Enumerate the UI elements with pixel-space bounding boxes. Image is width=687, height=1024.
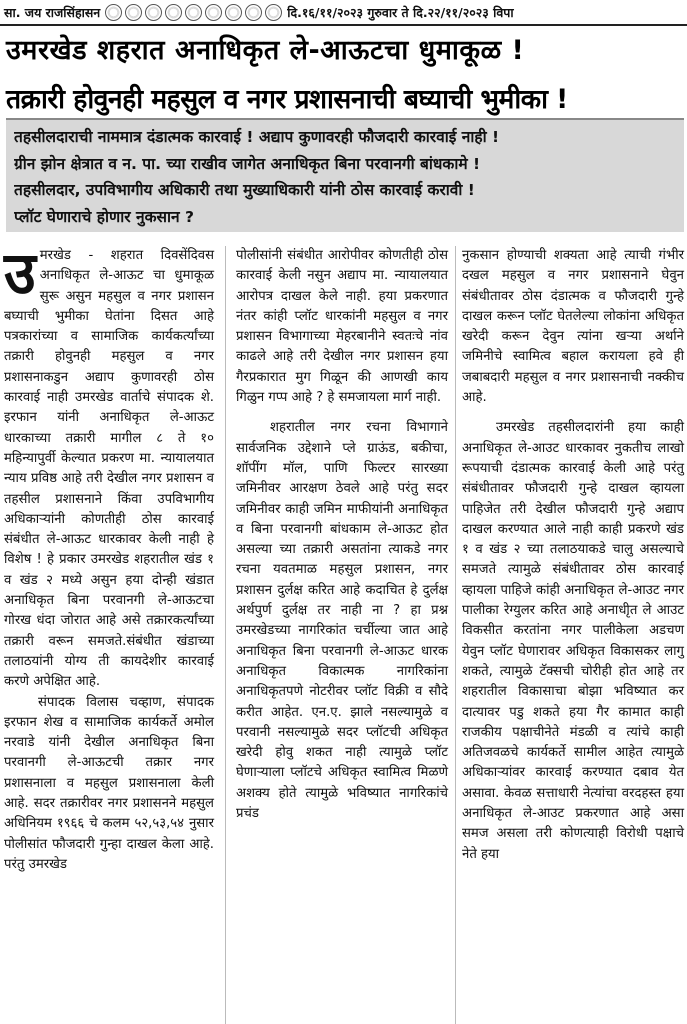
seal-icon [265, 4, 282, 21]
seal-icon [105, 4, 122, 21]
article-paragraph: शहरातील नगर रचना विभागाने सार्वजनिक उद्देशाने प्ले ग्राऊंड, बकीचा, शॉपींग मॉल, पाणि फिल्टर सारख्या जमिनीवर आरक्षण ठेवले आहे परंतु सदर जमिनीवर काही जमिन माफीयांनी अनाधिकृत व बिना परवानगी बांधकाम ले-आऊट होत असल्या च्या तक्रारी असतांना त्याकडे नगर रचना यवतमाळ महसुल प्रशासन, नगर प्रशासन दुर्लक्ष करित आहे कदाचित हे दुर्लक्ष अर्थपुर्ण दुर्लक्ष तर नाही ना ? हा प्रश्न उमरखेडच्या नागरिकांत चर्चील्या जात आहे अनाधिकृत बिना परवानगी ले-आऊट धारक अनाधिकृत विकात्मक नागरिकांना अनाधिकृतपणे नोटरीवर प्लॉट विक्री व सौदे करीत आहेत. एन.ए. झाले नसल्यामुळे व परवानी नसल्यामुळे सदर प्लॉटची अधिकृत खरेदी होवु शकत नाही त्यामुळे प्लॉट घेणाऱ्याला प्लॉटचे अधिकृत स्वामित्व मिळणे अशक्य होते त्यामुळे भविष्यात नागरिकांचे प्रचंड [236, 420, 448, 822]
article-paragraph: पोलीसांनी संबंधीत आरोपीवर कोणतीही ठोस कारवाई केली नसुन अद्याप मा. न्यायालयात आरोपत्र दाखल केले नाही. हया प्रकरणात नंतर कांही प्लॉट धारकांनी महसुल व नगर प्रशासन विभागाच्या मेहरबानीने स्वतःचे नांव काढले आहे तरी देखील नगर प्रशासन हया गैरप्रकारात मुग गिळून की आणखी काय गिळुन गप्प आहे ? हे समजायला मार्ग नाही. [236, 248, 448, 406]
seal-icon [145, 4, 162, 21]
summary-line: प्लॉट घेणाराचे होणार नुकसान ? [14, 207, 194, 226]
headline-main: उमरखेड शहरात अनाधिकृत ले-आऊटचा धुमाकूळ ! [6, 35, 525, 66]
article-paragraph: संपादक विलास चव्हाण, संपादक इरफान शेख व सामाजिक कार्यकर्ते अमोल नरवाडे यांनी देखील अनाधिकृत बिना परवानगी ले-आऊटची तक्रार नगर प्रशासनाला व महसुल प्रशासनाला केली आहे. सदर तक्रारीवर नगर प्रशासनने महसुल अधिनियम १९६६ चे कलम ५२,५३,५४ नुसार पोलीसांत फौजदारी गुन्हा दाखल केला आहे. परंतु उमरखेड [4, 694, 214, 872]
seal-icon [245, 4, 262, 21]
paper-name: सा. जय राजसिंहासन [4, 4, 101, 20]
seal-icon [125, 4, 142, 21]
article-column-3 [462, 246, 684, 865]
seal-icon [185, 4, 202, 21]
column-divider [455, 246, 456, 1024]
column-divider [225, 246, 226, 1024]
seal-icon [225, 4, 242, 21]
drop-cap: उ [4, 239, 36, 307]
summary-line: तहसीलदाराची नाममात्र दंडात्मक कारवाई ! अद्याप कुणावरही फौजदारी कारवाई नाही ! [14, 128, 500, 146]
masthead [0, 0, 687, 26]
summary-box [6, 118, 684, 232]
article-column-2 [236, 246, 448, 824]
article-column-1 [4, 239, 214, 875]
summary-line: ग्रीन झोन क्षेत्रात व न. पा. च्या राखीव जागेत अनाधिकृत बिना परवानगी बांधकामे ! [14, 154, 481, 173]
seal-icon [205, 4, 222, 21]
issue-dates: दि.१६/११/२०२३ गुरुवार ते दि.२२/११/२०२३ विपा [287, 4, 514, 20]
article-paragraph: उमरखेड तहसीलदारांनी हया काही अनाधिकृत ले-आउट धारकावर नुकतीच लाखो रूपयाची दंडात्मक कारवाई केली आहे परंतु संबंधीतावर फौजदारी गुन्हे दाखल व्हायला पाहिजेत तरी देखील फौजदारी गुन्हे अद्याप दाखल करण्यात आले नाही काही प्रकरणे खंड १ व खंड २ च्या तलाठयाकडे चालु असल्याचे समजते त्यामुळे संबंधीतावर ठोस कारवाई व्हायला पाहिजे कांही अनाधिकृत ले-आउट नगर पालीका रेग्युलर करित आहे अनाधीृत ले आउट विकसीत करतांना नगर पालीकेला अडचण येवुन प्लॉट घेणारावर अधिकृत विकासकर लागु शकते, त्यामुळे टॅक्सची चोरीही होत आहे तर शहरातील विकासाचा बोझा भविष्यात कर दात्यावर पडु शकते हया गैर कामात काही राजकीय पक्षाचीनेते मंडळी व त्यांचे काही अतिजवळचे कार्यकर्ते सामील आहेत त्यामुळे अधिकाऱ्यांवर कारवाई करण्यात दबाव येत असावा. केवळ सत्ताधारी नेत्यांचा वरदहस्त हया अनाधिकृत ले-आउट प्रकरणात आहे असा समज असला तरी कोणत्याही विरोधी पक्षाचे नेते हया [462, 420, 684, 862]
summary-line: तहसीलदार, उपविभागीय अधिकारी तथा मुख्याधिकारी यांनी ठोस कारवाई करावी ! [14, 181, 475, 199]
article-paragraph: नुकसान होण्याची शक्यता आहे त्याची गंभीर दखल महसुल व नगर प्रशासनाने घेवुन संबंधीतावर ठोस दंडात्मक व फौजदारी गुन्हे दाखल करून प्लॉट घेतलेल्या लोकांना अधिकृत खरेदी करून देवुन त्यांना खऱ्या अर्थाने जमिनीचे स्वामित्व बहाल करायला हवे ही जबाबदारी महसुल व नगर प्रशासनाची नक्कीच आहे. [462, 248, 684, 406]
paragraph-text: मरखेड - शहरात दिवसेंदिवस अनाधिकृत ले-आऊट चा धुमाकूळ सुरू असुन महसुल व नगर प्रशासन बघ्याची भुमीका घेतांना दिसत आहे पत्रकारांच्या व सामाजिक कार्यकर्त्यांच्या तक्रारी होवुनही महसुल व नगर प्रशासनाकडुन अद्याप कुणावरही ठोस कारवाई नाही उमरखेड वार्ताचे संपादक शे. इरफान यांनी अनाधिकृत ले-आऊट धारकाच्या तक्रारी मागील ८ ते १० महिन्यापुर्वी केल्यात प्रकरण मा. न्यायालयात न्याय प्रविष्ठ आहे तरी देखील नगर प्रशासन व तहसील प्रशासनाने किंवा उपविभागीय अधिकाऱ्यांनी कोणतीही ठोस कारवाई संबंधीत ले-आऊट धारकावर केली नाही हे विशेष ! हे प्रकार उमरखेड शहरातील खंड १ व खंड २ मध्ये असुन हया दोन्ही खंडात अनाधिकृत बिना परवानगी ले-आऊटचा गोरख धंदा जोरात आहे असे तक्रारकर्त्यांच्या तक्रारी वरून समजते.संबंधीत खंडाच्या तलाठयांनी योग्य ती कायदेशीर कारवाई करणे अपेक्षित आहे. [4, 248, 214, 690]
headline-sub: तक्रारी होवुनही महसुल व नगर प्रशासनाची बघ्याची भुमीका ! [6, 84, 568, 115]
seal-icon [165, 4, 182, 21]
article-paragraph [4, 239, 214, 693]
seal-row [105, 4, 282, 21]
